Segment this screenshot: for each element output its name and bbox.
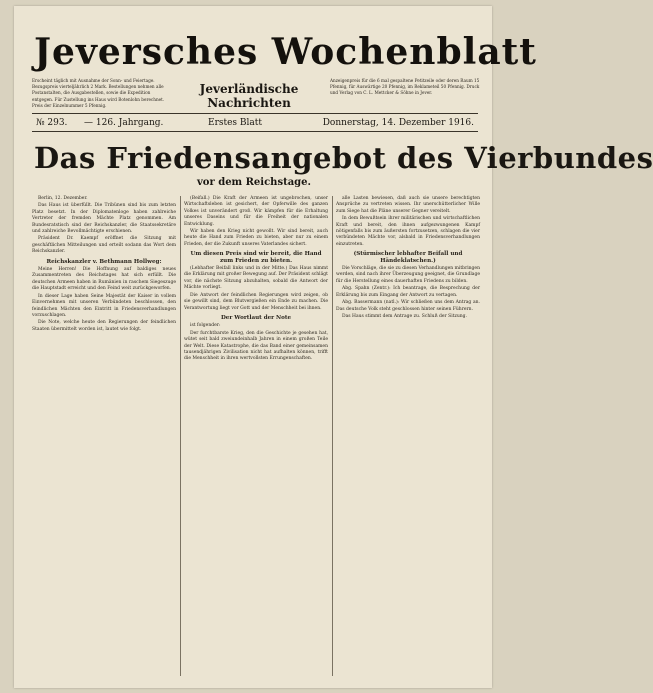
masthead-left-info: Erscheint täglich mit Ausnahme der Sonn- und Feiertage. Bezugspreis vierteljährlich 2 Mark. Bestellungen nehmen alle Postanstalten, die Ausgabestellen, sowie die Expedition entgegen. Für Zustellung ins Haus wird Botenlohn berechnet. Preis der Einzelnummer 5 Pfennig. [32, 78, 165, 108]
column-3-paragraph: Das Haus stimmt dem Antrage zu. Schluß der Sitzung. [342, 313, 467, 319]
column-3 [336, 196, 480, 674]
column-1-paragraph: Meine Herren! Die Hoffnung auf baldiges neues Zusammentreten des Reichstages hat sich erfüllt. Die deutschen Armeen haben in Rumänien in raschem Siegeszuge die Hauptstadt erreicht und den Feind weit zurückgeworfen. [32, 267, 176, 292]
column-1-paragraph: Das Haus ist überfüllt. Die Tribünen sind bis zum letzten Platz besetzt. In der Diplomatenloge haben zahlreiche Vertreter der fremden Mächte Platz genommen. Am Bundesratstisch sind der Reichskanzler, die Staatssekretäre und zahlreiche Bevollmächtigte erschienen. [32, 203, 176, 235]
column-3-heading: (Stürmischer lebhafter Beifall und Händeklatschen.) [353, 251, 463, 264]
column-3-paragraph: In dem Bewußtsein ihrer militärischen und wirtschaftlichen Kraft und bereit, den ihnen aufgezwungenen Kampf nötigenfalls bis zum äußersten fortzusetzen, schlagen die vier verbündeten Mächte vor, alsbald in Friedensverhandlungen einzutreten. [336, 216, 480, 247]
dateline [32, 116, 478, 130]
column-3-paragraph: Abg. Bassermann (natl.): Wir schließen uns dem Antrag an. Das deutsche Volk steht geschlossen hinter seinen Führern. [336, 300, 480, 312]
column-1-paragraph: Berlin, 12. Dezember. [38, 196, 88, 201]
column-1 [32, 196, 176, 674]
volume-year: — 126. Jahrgang. [84, 118, 164, 128]
column-1-heading: Reichskanzler v. Bethmann Hollweg: [46, 258, 162, 265]
column-2 [184, 196, 328, 674]
column-1-paragraph: In dieser Lage haben Seine Majestät der Kaiser in vollem Einvernehmen mit unseren Verbündeten beschlossen, den feindlichen Mächten den Eintritt in Friedensverhandlungen vorzuschlagen. [32, 293, 176, 318]
column-2-paragraph: (Beifall.) Die Kraft der Armeen ist ungebrochen, unser Wirtschaftsleben ist gesichert, der Opferwille des ganzen Volkes ist unverändert groß. Wir kämpfen für die Erhaltung unseres Daseins und für die Freiheit der nationalen Entwicklung. [184, 196, 328, 227]
column-divider [332, 196, 333, 676]
top-rule [32, 113, 478, 114]
column-2-paragraph: ist folgender: [190, 323, 221, 329]
column-3-paragraph: alle Lasten bewiesen, daß auch sie unsere berechtigten Ansprüche zu vertreten wissen. Ihr unerschütterlicher Wille zum Siege hat die Pläne unserer Gegner vereitelt. [336, 196, 480, 214]
column-1-paragraph: Präsident Dr. Kaempf eröffnet die Sitzung mit geschäftlichen Mitteilungen und erteilt sodann das Wort dem Reichskanzler. [32, 236, 176, 255]
masthead-subtitle: Jeverländische Nachrichten [199, 82, 299, 110]
column-1-paragraph: Die Note, welche heute den Regierungen der feindlichen Staaten übermittelt worden ist, lautet wie folgt. [32, 320, 176, 332]
sheet-label: Erstes Blatt [208, 118, 263, 128]
column-3-paragraph: Abg. Spahn (Zentr.): Ich beantrage, die Besprechung der Erklärung bis zum Eingang der Antwort zu vertagen. [336, 286, 480, 298]
column-2-heading: Um diesen Preis sind wir bereit, die Hand zum Frieden zu bieten. [190, 251, 322, 264]
newspaper-page [14, 6, 653, 688]
masthead-right-info: Anzeigenpreis für die 6 mal gespaltene Petitzeile oder deren Raum 15 Pfennig, für Auswärtige 20 Pfennig, im Reklameteil 50 Pfennig. Druck und Verlag von C. L. Mettcker & Söhne in Jever. [330, 78, 480, 96]
bottom-rule [32, 131, 478, 132]
headline: Das Friedensangebot des Vierbundes [34, 141, 653, 175]
masthead-title: Jeversches Wochenblatt [34, 31, 537, 73]
subheadline: vor dem Reichstage. [196, 177, 312, 188]
issue-number: № 293. [36, 118, 68, 128]
column-2-paragraph: (Lebhafter Beifall links und in der Mitte.) Das Haus nimmt die Erklärung mit großer Bewegung auf. Der Präsident schlägt vor, die nächste Sitzung abzuhalten, sobald die Antwort der Mächte vorliegt. [184, 266, 328, 291]
issue-date: Donnerstag, 14. Dezember 1916. [322, 118, 474, 128]
column-2-paragraph: Wir haben den Krieg nicht gewollt. Wir sind bereit, auch heute die Hand zum Frieden zu bieten, aber nur zu einem Frieden, der die Zukunft unseres Vaterlandes sichert. [184, 229, 328, 247]
column-divider [180, 196, 181, 676]
column-3-paragraph: Die Vorschläge, die sie zu diesen Verhandlungen mitbringen werden, sind nach ihrer Überzeugung geeignet, die Grundlage für die Herstellung eines dauerhaften Friedens zu bilden. [336, 266, 480, 284]
column-2-heading: Der Wortlaut der Note [220, 314, 292, 321]
column-2-paragraph: Die Antwort der feindlichen Regierungen wird zeigen, ob sie gewillt sind, dem Blutvergießen ein Ende zu machen. Die Verantwortung liegt vor Gott und der Menschheit bei ihnen. [184, 292, 328, 311]
column-2-paragraph: Der furchtbarste Krieg, den die Geschichte je gesehen hat, wütet seit bald zweiundeinhalb Jahren in einem großen Teile der Welt. Diese Katastrophe, die das Band einer gemeinsamen tausendjährigen Zivilisation nicht hat aufhalten können, trifft die Menschheit in ihren wertvollsten Errungenschaften. [184, 330, 328, 362]
